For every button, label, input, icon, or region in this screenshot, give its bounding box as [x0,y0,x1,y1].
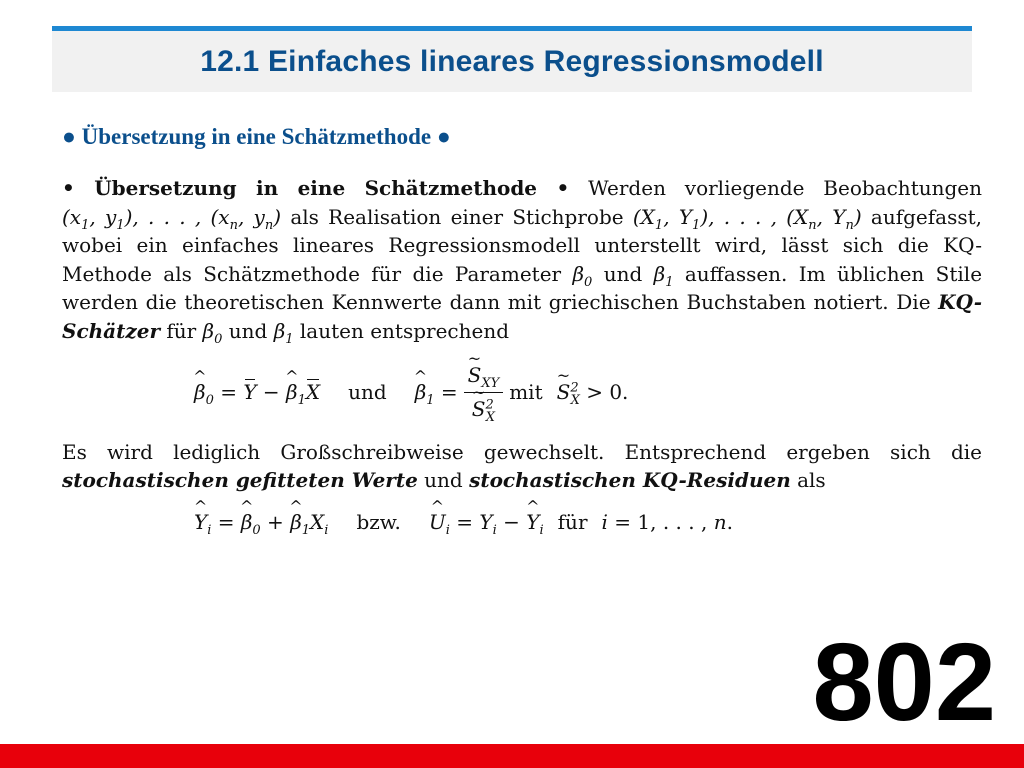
slide-body [62,174,982,543]
fitted-values-formula: ^ $Y_i$ = ^ $\beta_0$ + ^ $\beta_1X_i$ bzw. ^ $U_i$ = $Y_i$ − ^ $Y_i$ für i = 1, . . . , n . [194,503,982,543]
formula-mit: mit [509,380,543,405]
formula-bzw: bzw. [356,510,401,535]
page-number: 802 [812,621,996,744]
als-text: als [797,468,826,493]
section-subheading: ● Übersetzung in eine Schätzmethode ● [62,124,451,149]
und-text: und [603,261,643,286]
lead-heading: • Übersetzung in eine Schätzmethode • [62,176,570,200]
und-text-3: und [424,468,463,493]
estimator-formula: ^ $\beta_0$ = Y − ^ $\beta_1X$ und ^ $\beta_1$ = ~ $S_{XY}$ ~ $S^2_X$ mit ~ $S^2_X$ > 0. [194,358,982,428]
title-bar [52,26,972,92]
paragraph-1-text-a: Werden vorliegende Beobachtungen [588,176,983,200]
formula-fuer: für [557,510,588,535]
fuer-text: für [166,318,197,343]
beta1-symbol-2: $\beta_1$ [273,318,294,347]
paragraph-1-text-e: lauten entsprechend [299,318,510,343]
observations-formula: ($x_1$, $y_1$), . . . , ($x_n$, $y_n$) [62,204,282,233]
kq-schaetzer-term: KQ-Schätzer [62,290,982,343]
beta0-symbol: $\beta_0$ [572,261,593,290]
paragraph-2 [62,438,982,495]
paragraph-1 [62,174,982,346]
stochastic-residuals-term: stochastischen KQ-Residuen [469,468,791,493]
sample-formula: ($X_1$, $Y_1$), . . . , ($X_n$, $Y_n$) [632,204,862,233]
beta1-symbol: $\beta_1$ [653,261,674,290]
paragraph-1-text-d: auffassen. Im üblichen Stile werden die theoretischen Kennwerte dann mit griechischen Buchstaben notiert. Die [62,261,983,315]
paragraph-1-text-c: aufgefasst, wobei ein einfaches lineares Regressionsmodell unterstellt wird, lässt sich die KQ-Methode als Schätzmethode für die Parameter [62,204,982,286]
beta0-symbol-2: $\beta_0$ [202,318,223,347]
paragraph-2-text-a: Es wird lediglich Großschreibweise gewechselt. Entsprechend ergeben sich die [62,439,982,464]
und-text-2: und [228,318,268,343]
bottom-accent-bar [0,744,1024,768]
slide-title: 12.1 Einfaches lineares Regressionsmodell [200,44,824,78]
stochastic-fitted-values-term: stochastischen gefitteten Werte [62,468,418,493]
formula-und: und [348,380,387,405]
paragraph-1-text-b: als Realisation einer Stichprobe [290,204,624,229]
